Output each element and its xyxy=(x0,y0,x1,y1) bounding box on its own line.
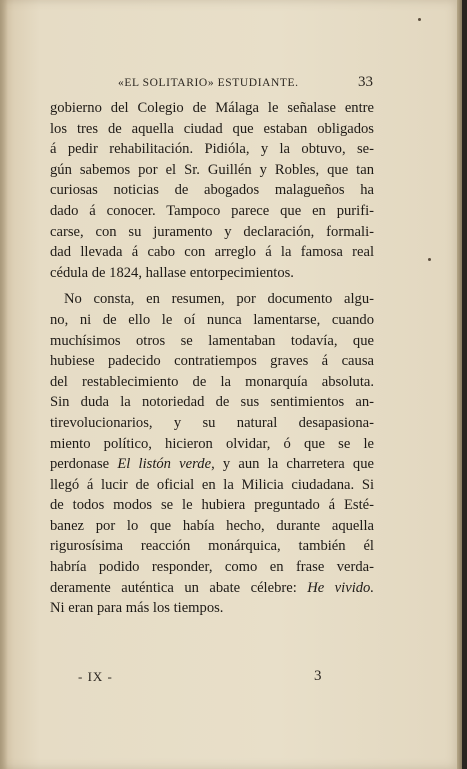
running-title: «EL SOLITARIO» ESTUDIANTE. xyxy=(118,77,299,89)
signature-mark: - IX - xyxy=(78,669,113,684)
signature-number: 3 xyxy=(314,668,322,684)
text-line: á pedir rehabilitación. Pidióla, y la obtuvo, se- xyxy=(50,141,374,158)
text-line: hubiese padecido contratiempos graves á causa xyxy=(50,353,374,370)
text-line: Ni eran para más los tiempos. xyxy=(50,600,224,617)
text-line: deramente auténtica un abate célebre: He vivido. xyxy=(50,579,374,596)
text-line: habría podido responder, como en frase verda- xyxy=(50,559,374,576)
text-line: No consta, en resumen, por documento algu- xyxy=(64,291,374,308)
text-line: tirevolucionarios, y su natural desapasiona- xyxy=(50,414,374,431)
text-line: llegó á lucir de oficial en la Milicia ciudadana. Si xyxy=(50,476,374,493)
text-line: gún sabemos por el Sr. Guillén y Robles, que tan xyxy=(50,161,374,178)
text-line: miento político, hicieron olvidar, ó que se le xyxy=(50,435,374,452)
text-line: no, ni de ello le oí nunca lamentarse, cuando xyxy=(50,311,374,328)
text-line: banez por lo que había hecho, durante aquella xyxy=(50,517,374,534)
text-line: los tres de aquella ciudad que estaban obligados xyxy=(50,120,374,137)
page-gutter xyxy=(0,0,8,769)
text-line: perdonase El listón verde, y aun la charretera que xyxy=(50,456,375,473)
text-line: muchísimos otros se lamentaban todavía, que xyxy=(50,332,374,349)
paper-speck xyxy=(428,258,431,261)
text-line: gobierno del Colegio de Málaga le señalase entre xyxy=(50,100,374,116)
text-line: carse, con su juramento y declaración, formali- xyxy=(50,223,374,240)
text-line: Sin duda la notoriedad de sus sentimientos an- xyxy=(50,394,374,411)
text-line: del restablecimiento de la monarquía absoluta. xyxy=(50,373,374,390)
paper-speck xyxy=(418,18,421,21)
page-edge xyxy=(457,0,462,769)
text-line: curiosas noticias de abogados malagueños ha xyxy=(50,182,374,199)
text-line: rigurosísima reacción monárquica, también él xyxy=(50,538,374,555)
page-number: 33 xyxy=(358,74,373,90)
body-text xyxy=(50,98,374,619)
text-line: cédula de 1824, hallase entorpecimientos. xyxy=(50,264,294,281)
text-line: dado á conocer. Tampoco parece que en purifi- xyxy=(50,202,374,219)
text-line: dad llevada á cabo con arreglo á la famosa real xyxy=(50,244,374,261)
text-line: de todos modos se le hubiera preguntado á Esté- xyxy=(50,497,374,514)
